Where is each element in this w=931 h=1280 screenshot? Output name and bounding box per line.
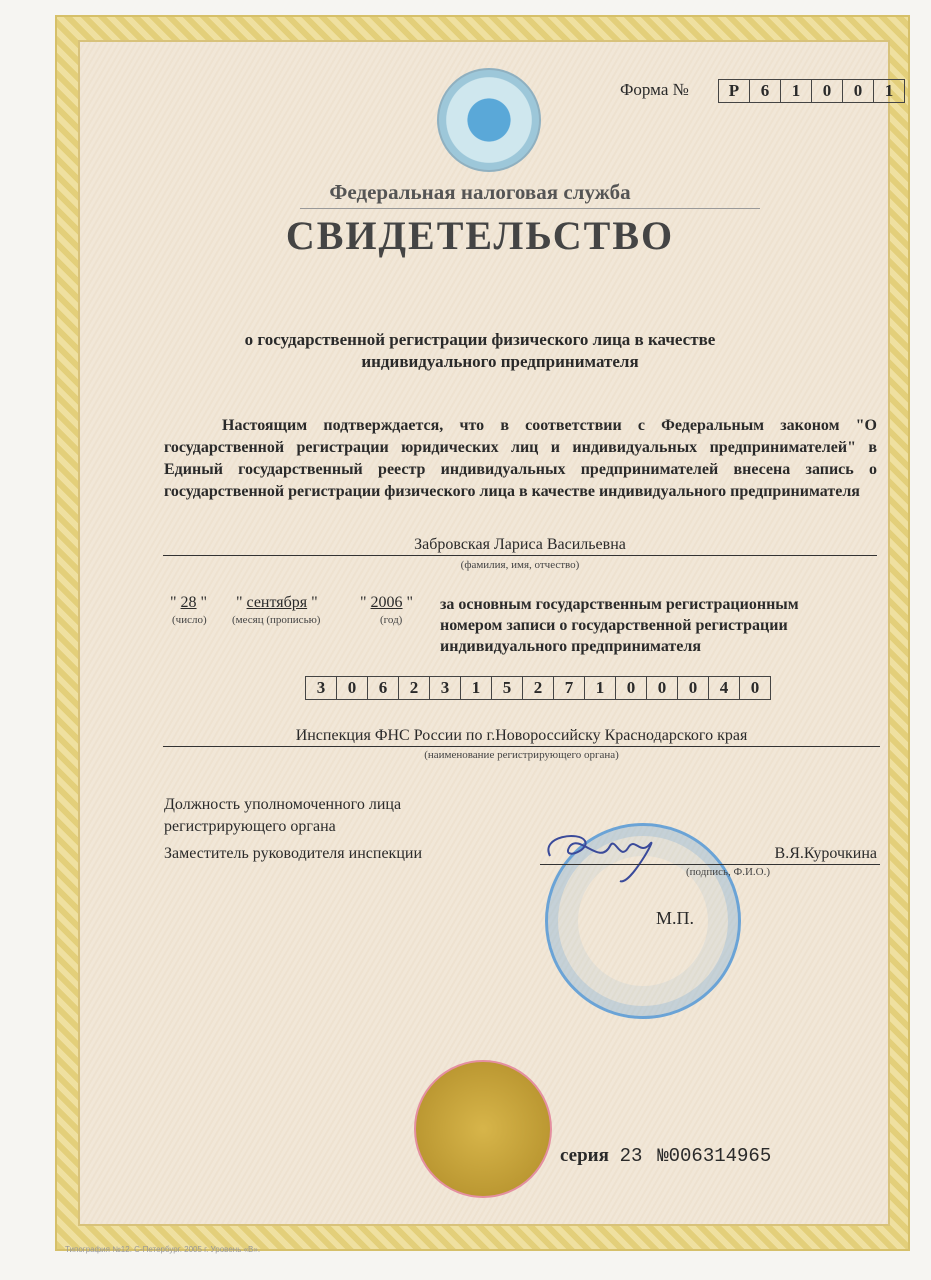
registration-number-cell: 0 — [646, 676, 678, 700]
registration-number-cell: 3 — [305, 676, 337, 700]
form-code-cell: 1 — [873, 79, 905, 103]
registration-number-cell: 6 — [367, 676, 399, 700]
form-label: Форма № — [620, 80, 689, 99]
registration-number-cell: 5 — [491, 676, 523, 700]
form-code-cell: 1 — [780, 79, 812, 103]
form-code-cell: 0 — [842, 79, 874, 103]
authority-underline — [163, 746, 880, 747]
year-value: 2006 — [370, 594, 403, 611]
blank-number: №006314965 — [657, 1145, 772, 1167]
authority-caption: (наименование регистрирующего органа) — [424, 749, 619, 761]
subtitle-line-1: о государственной регистрации физического лица в качестве — [244, 330, 716, 349]
day-value: 28 — [180, 594, 197, 611]
person-name: Забровская Лариса Васильевна — [414, 536, 626, 553]
authority-name: Инспекция ФНС России по г.Новороссийску Краснодарского края — [295, 727, 748, 744]
registration-number-cell: 1 — [584, 676, 616, 700]
registration-number-cell: 7 — [553, 676, 585, 700]
registration-text-2: номером записи о государственной регистрации — [440, 617, 788, 634]
signature-icon — [540, 826, 720, 896]
form-code-cell: 6 — [749, 79, 781, 103]
form-code — [719, 79, 905, 103]
date-month: " сентября " — [236, 594, 318, 611]
day-caption: (число) — [172, 614, 207, 626]
registration-number-cell: 0 — [336, 676, 368, 700]
registration-number-cell: 1 — [460, 676, 492, 700]
official-position: Заместитель руководителя инспекции — [164, 845, 422, 862]
signature-caption: (подпись, Ф.И.О.) — [686, 866, 770, 878]
year-caption: (год) — [380, 614, 403, 626]
gold-seal-icon — [414, 1060, 552, 1198]
printer-footer: Типография №12. С-Петербург. 2005 г. Уровень «В». — [65, 1245, 261, 1254]
month-value: сентября — [246, 594, 308, 611]
registration-text-3: индивидуального предпринимателя — [440, 638, 701, 655]
form-code-cell: Р — [718, 79, 750, 103]
position-label-1: Должность уполномоченного лица — [164, 796, 402, 813]
stamp-place-label: М.П. — [656, 908, 695, 928]
confirmation-text: Настоящим подтверждается, что в соответствии с Федеральным законом "О государственной регистрации юридических лиц и индивидуальных предпринимателей" в Единый государственный реестр индивидуальных предпринимателей внесена запись о государственной регистрации физического лица в качестве индивидуального предпринимателя — [164, 417, 877, 500]
registration-number-cell: 2 — [398, 676, 430, 700]
series-number — [560, 1145, 771, 1167]
registration-number-cell: 0 — [739, 676, 771, 700]
registration-number-cell: 2 — [522, 676, 554, 700]
name-caption: (фамилия, имя, отчество) — [460, 559, 580, 571]
registration-text-1: за основным государственным регистрационным — [440, 596, 799, 613]
subtitle-line-2: индивидуального предпринимателя — [361, 352, 639, 371]
registration-description — [440, 594, 799, 657]
registration-number-cell: 0 — [677, 676, 709, 700]
confirmation-paragraph — [164, 415, 877, 503]
agency-name: Федеральная налоговая служба — [329, 180, 631, 204]
position-label-2: регистрирующего органа — [164, 818, 336, 835]
registration-number-cell: 4 — [708, 676, 740, 700]
hologram-emblem-icon — [437, 68, 541, 172]
series-value: 23 — [619, 1145, 643, 1167]
registration-number — [306, 676, 771, 700]
divider — [300, 208, 760, 209]
date-day: " 28 " — [170, 594, 208, 611]
signature-line — [540, 864, 880, 865]
registration-number-cell: 3 — [429, 676, 461, 700]
official-name: В.Я.Курочкина — [774, 845, 877, 862]
document-title: СВИДЕТЕЛЬСТВО — [285, 213, 675, 258]
form-code-cell: 0 — [811, 79, 843, 103]
registration-number-cell: 0 — [615, 676, 647, 700]
month-caption: (месяц (прописью) — [232, 614, 321, 626]
series-label: серия — [560, 1145, 609, 1166]
date-year: " 2006 " — [360, 594, 414, 611]
name-underline — [163, 555, 877, 556]
position-label — [164, 794, 401, 838]
